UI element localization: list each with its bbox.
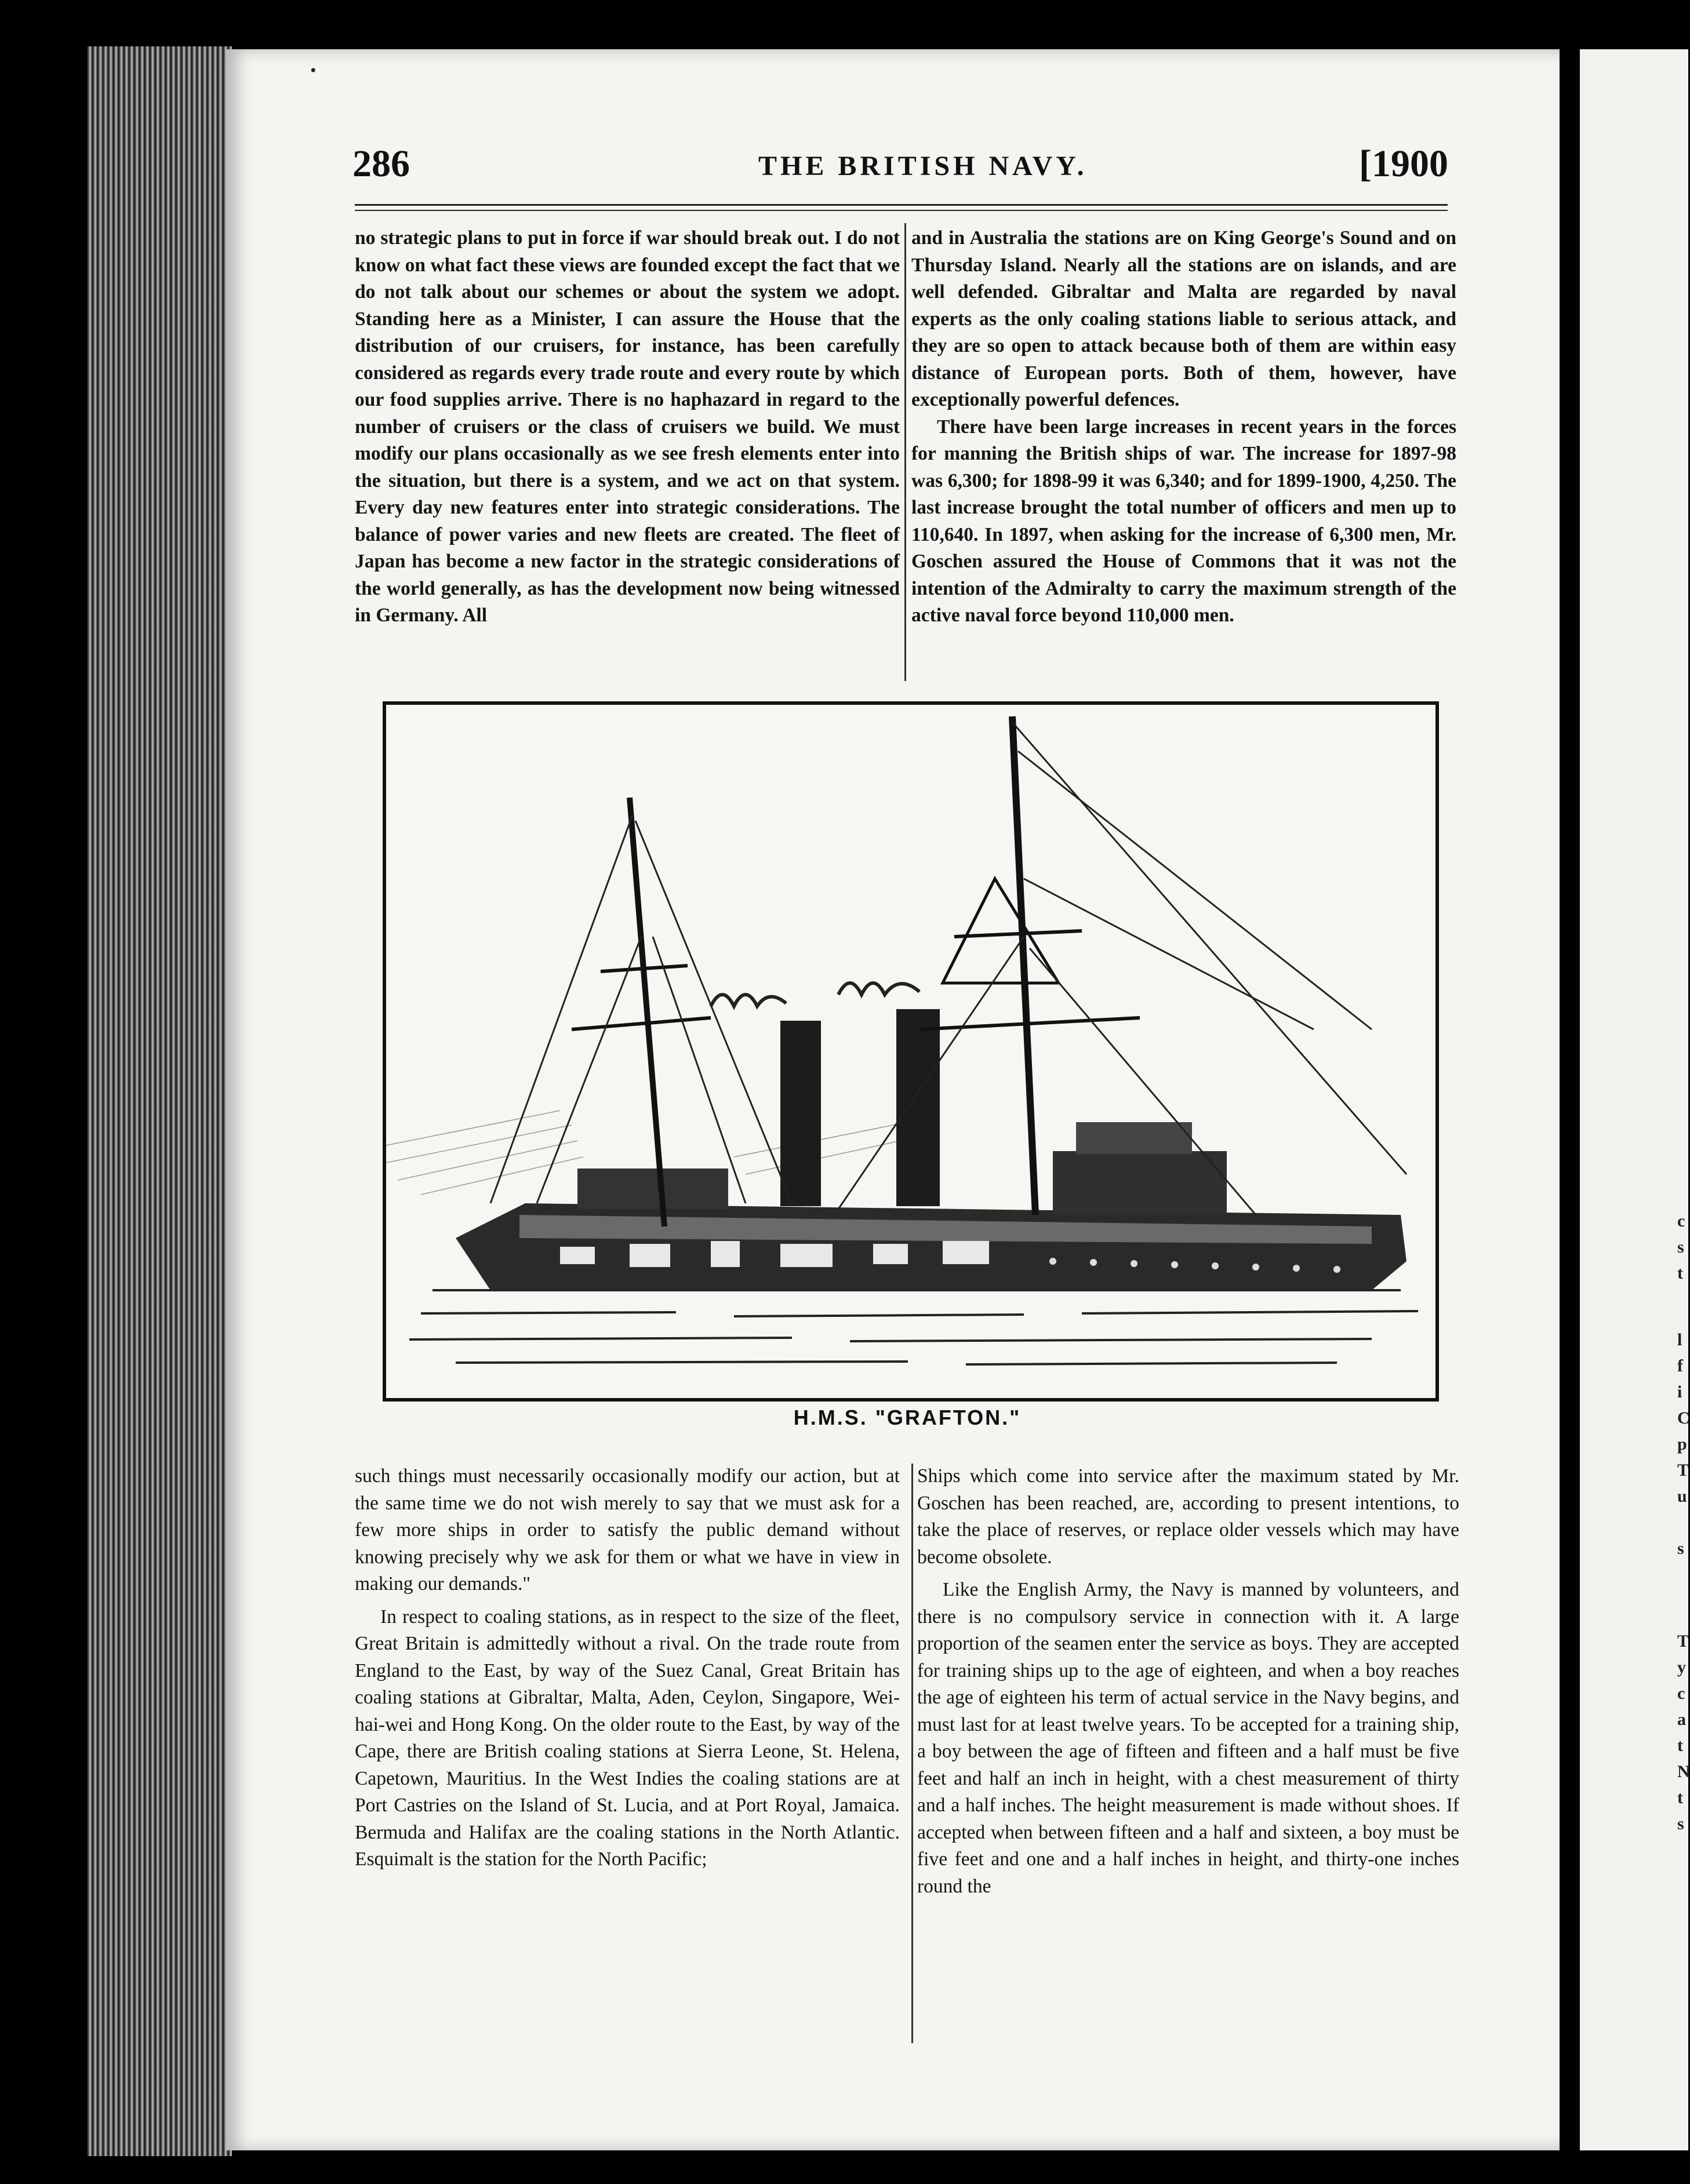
facing-page-edge bbox=[1580, 49, 1688, 2150]
paragraph: In respect to coaling stations, as in respect to the size of the fleet, Great Britain is admittedly without a rival. On the trade route from England to the East, by way of the Suez Canal, Great Britain has coaling stations at Gibraltar, Malta, Aden, Ceylon, Singapore, Wei-hai-wei and Hong Kong. On the older route to the East, by way of the Cape, there are British coaling stations at Sierra Leone, St. Helena, Capetown, Mauritius. In the West Indies the coaling stations are at Port Castries on the Island of St. Lucia, and at Port Royal, Jamaica. Bermuda and Halifax are the coaling stations in the North Atlantic. Esquimalt is the station for the North Pacific; bbox=[355, 1606, 900, 1870]
text-column-bottom-right bbox=[917, 1463, 1459, 1900]
column-divider-top bbox=[904, 223, 906, 681]
ship-illustration bbox=[383, 701, 1439, 1402]
facing-page-fragment: T bbox=[1677, 1461, 1689, 1480]
facing-page-fragment: a bbox=[1677, 1710, 1686, 1729]
facing-page-fragment: i bbox=[1677, 1382, 1682, 1402]
header-year: [1900 bbox=[1359, 143, 1448, 185]
book-page-edges bbox=[87, 46, 232, 2156]
scan-speck: • bbox=[310, 61, 317, 80]
ship-engraving bbox=[386, 705, 1435, 1398]
paragraph: Ships which come into service after the maximum stated by Mr. Goschen has been reached, are, according to present intentions, to take the place of reserves, or replace older vessels which may have become obsolete. bbox=[917, 1465, 1459, 1568]
paragraph: Like the English Army, the Navy is manned by volunteers, and there is no compulsory service in connection with it. A large proportion of the seamen enter the service as boys. They are accepted for training ships up to the age of eighteen, and when a boy reaches the age of eighteen his term of actual service in the Navy begins, and must last for at least twelve years. To be accepted for a training ship, a boy between the age of fifteen and fifteen and a half must be five feet and half an inch in height, with a chest measurement of thirty and a half inches. The height measurement is made without shoes. If accepted when between fifteen and a half and sixteen, a boy must be five feet and one and a half inches in height, and thirty-one inches round the bbox=[917, 1579, 1459, 1897]
text-column-bottom-left bbox=[355, 1463, 900, 1873]
facing-page-fragment: C bbox=[1677, 1408, 1690, 1428]
facing-page-fragment: p bbox=[1677, 1435, 1687, 1454]
running-title: THE BRITISH NAVY. bbox=[758, 151, 1088, 181]
text-column-top-left bbox=[355, 225, 900, 629]
column-divider-bottom bbox=[911, 1464, 913, 2043]
facing-page-fragment: t bbox=[1677, 1264, 1683, 1283]
facing-page-fragment: N bbox=[1677, 1762, 1690, 1781]
paragraph: There have been large increases in recent years in the forces for manning the British ships of war. The increase for 1897-98 was 6,300; for 1898-99 it was 6,340; and for 1899-1900, 4,250. The last increase brought the total number of officers and men up to 110,640. In 1897, when asking for the increase of 6,300 men, Mr. Goschen assured the House of Commons that it was not the intention of the Admiralty to carry the maximum strength of the active naval force beyond 110,000 men. bbox=[911, 416, 1456, 626]
facing-page-fragment: s bbox=[1677, 1814, 1684, 1833]
facing-page-fragment: y bbox=[1677, 1658, 1686, 1677]
facing-page-fragment: t bbox=[1677, 1736, 1683, 1755]
paragraph: such things must necessarily occasionally modify our action, but at the same time we do not wish merely to say that we must ask for a few more ships in order to satisfy the public demand without knowing precisely why we ask for them or what we have in view in making our demands." bbox=[355, 1465, 900, 1595]
facing-page-fragment: u bbox=[1677, 1487, 1687, 1506]
facing-page-fragment: f bbox=[1677, 1356, 1683, 1375]
facing-page-fragment: c bbox=[1677, 1684, 1685, 1703]
figure-caption: H.M.S. "GRAFTON." bbox=[793, 1406, 1022, 1429]
page-number: 286 bbox=[352, 143, 410, 185]
facing-page-fragment: s bbox=[1677, 1539, 1684, 1558]
header-rule bbox=[355, 204, 1448, 206]
facing-page-fragment: l bbox=[1677, 1330, 1682, 1349]
header-rule-thin bbox=[355, 210, 1448, 211]
facing-page-fragment: s bbox=[1677, 1237, 1684, 1257]
facing-page-fragment: c bbox=[1677, 1211, 1685, 1231]
facing-page-fragment: t bbox=[1677, 1788, 1683, 1807]
paragraph: and in Australia the stations are on King George's Sound and on Thursday Island. Nearly all the stations are on islands, and are well defended. Gibraltar and Malta are regarded by naval experts as the only coaling stations liable to serious attack, and they are so open to attack because both of them are within easy distance of European ports. Both of them, however, have exceptionally powerful defences. bbox=[911, 227, 1456, 410]
facing-page-fragment: T bbox=[1677, 1632, 1689, 1651]
paragraph: no strategic plans to put in force if war should break out. I do not know on what fact these views are founded except the fact that we do not talk about our schemes or about the system we adopt. Standing here as a Minister, I can assure the House that the distribution of our cruisers, for instance, has been carefully considered as regards every trade route and every route by which our food supplies arrive. There is no haphazard in regard to the number of cruisers or the class of cruisers we build. We must modify our plans occasionally as we see fresh elements enter into the situation, but there is a system, and we act on that system. Every day new features enter into strategic considerations. The balance of power varies and new fleets are created. The fleet of Japan has become a new factor in the strategic considerations of the world generally, as has the development now being witnessed in Germany. All bbox=[355, 227, 900, 626]
page-header bbox=[352, 142, 1448, 194]
text-column-top-right bbox=[911, 225, 1456, 629]
